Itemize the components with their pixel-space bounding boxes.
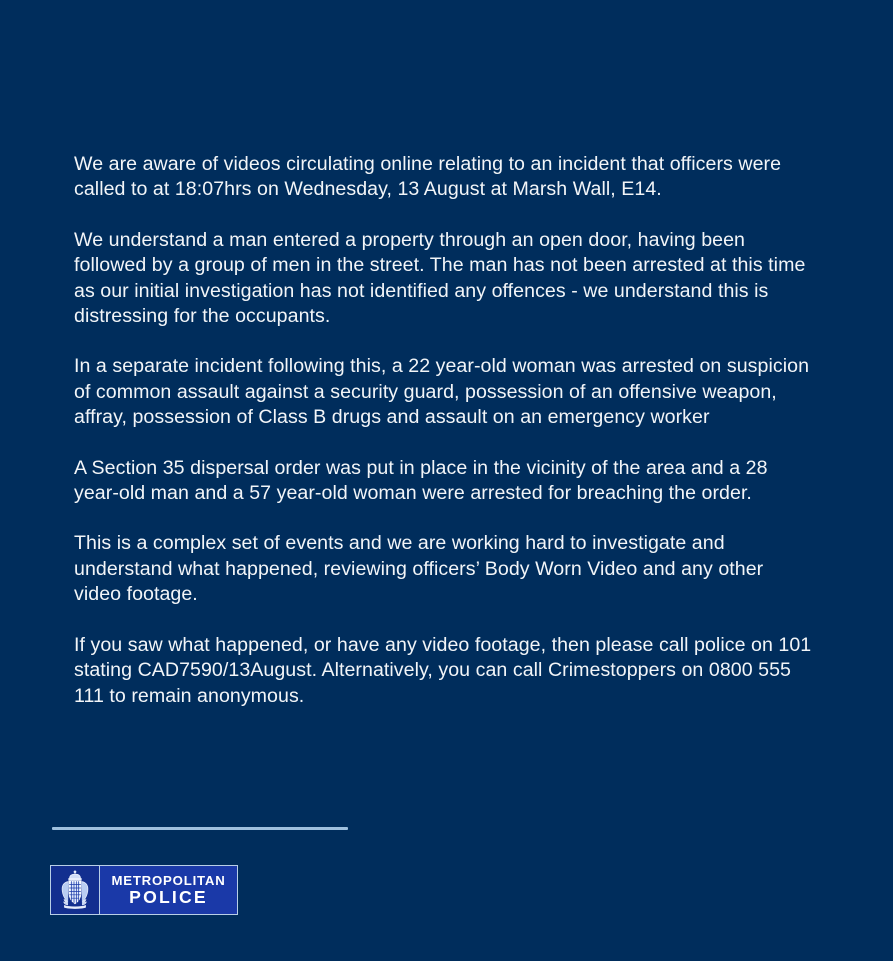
statement-paragraph-3: In a separate incident following this, a 22 year-old woman was arrested on suspicion of common assault against a security guard, possession of an offensive weapon, affray, possession of Class B drugs and assault on an emergency worker <box>74 355 810 429</box>
logo-line-metropolitan: METROPOLITAN <box>111 873 226 888</box>
logo-line-police: POLICE <box>129 887 208 907</box>
royal-crest-icon <box>51 866 100 914</box>
statement-paragraph-6: If you saw what happened, or have any video footage, then please call police on 101 stating CAD7590/13August. Alternatively, you can call Crimestoppers on 0800 555 111 to remain anonymous. <box>74 633 812 707</box>
statement-text-block <box>74 152 814 709</box>
footer-divider <box>52 827 348 830</box>
statement-paragraph-1: We are aware of videos circulating online relating to an incident that officers were called to at 18:07hrs on Wednesday, 13 August at Marsh Wall, E14. <box>74 153 782 201</box>
metropolitan-police-wordmark <box>100 866 237 914</box>
statement-paragraph-2: We understand a man entered a property through an open door, having been followed by a group of men in the street. The man has not been arrested at this time as our initial investigation has not identified any offences - we understand this is distressing for the occupants. <box>74 228 806 328</box>
statement-paragraph-4: A Section 35 dispersal order was put in place in the vicinity of the area and a 28 year-old man and a 57 year-old woman were arrested for breaching the order. <box>74 456 768 505</box>
metropolitan-police-logo <box>50 865 238 915</box>
statement-paragraph-5: This is a complex set of events and we are working hard to investigate and understand what happened, reviewing officers’ Body Worn Video and any other video footage. <box>74 532 764 606</box>
